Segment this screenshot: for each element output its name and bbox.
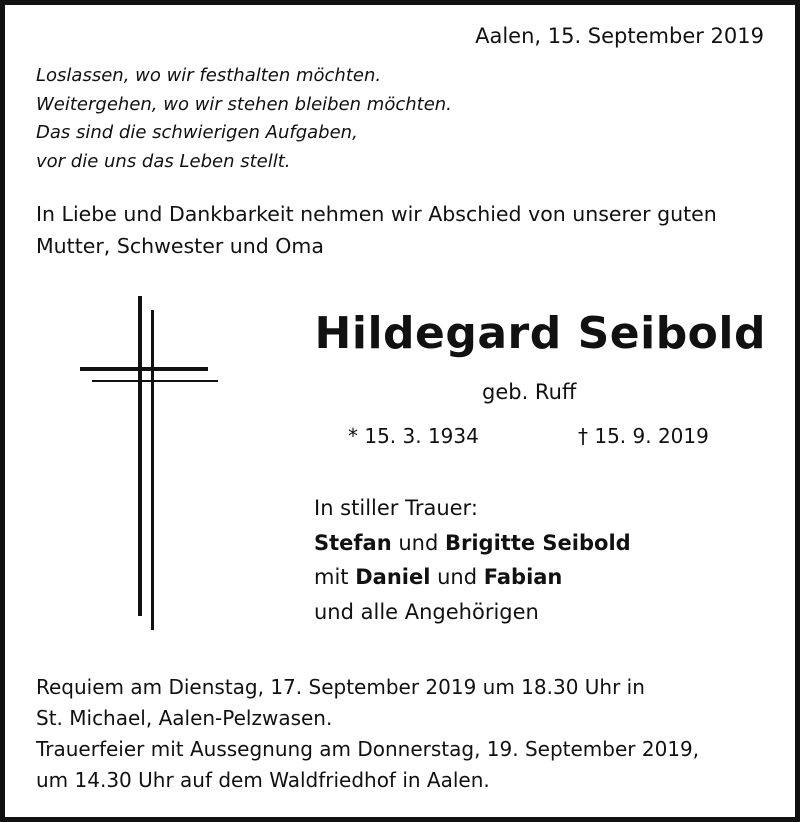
maiden-name: geb. Ruff <box>482 380 577 404</box>
poem-line: Das sind die schwierigen Aufgaben, <box>36 122 358 143</box>
farewell-text <box>36 198 717 262</box>
mourners-heading: In stiller Trauer: <box>314 496 478 520</box>
service-line: um 14.30 Uhr auf dem Waldfriedhof in Aalen. <box>36 768 490 792</box>
mourners-line: und alle Angehörigen <box>314 599 539 624</box>
birth-date: * 15. 3. 1934 <box>348 424 479 448</box>
mourner-name: Fabian <box>483 565 563 589</box>
service-line: St. Michael, Aalen-Pelzwasen. <box>36 706 333 730</box>
mourner-name: Brigitte Seibold <box>445 530 631 555</box>
place-date: Aalen, 15. September 2019 <box>475 24 764 48</box>
deceased-name: Hildegard Seibold <box>314 308 766 359</box>
poem <box>36 62 452 176</box>
service-info <box>36 672 699 796</box>
mourner-name: Daniel <box>355 565 431 589</box>
poem-line: Loslassen, wo wir festhalten möchten. <box>36 65 382 86</box>
conjunction: und <box>398 530 439 555</box>
mourners <box>314 491 631 629</box>
death-date: † 15. 9. 2019 <box>578 424 709 448</box>
mourner-name: Stefan <box>314 530 392 555</box>
poem-line: vor die uns das Leben stellt. <box>36 150 291 172</box>
service-line: Requiem am Dienstag, 17. September 2019 um 18.30 Uhr in <box>36 675 645 699</box>
poem-line: Weitergehen, wo wir stehen bleiben möchten. <box>36 93 452 115</box>
farewell-line: In Liebe und Dankbarkeit nehmen wir Abschied von unserer guten <box>36 202 717 226</box>
mourners-line <box>314 526 631 561</box>
farewell-line: Mutter, Schwester und Oma <box>36 234 324 258</box>
conjunction: mit <box>314 565 349 589</box>
cross-icon <box>78 296 223 631</box>
mourners-line <box>314 560 631 595</box>
conjunction: und <box>437 565 478 589</box>
service-line: Trauerfeier mit Aussegnung am Donnerstag, 19. September 2019, <box>36 737 700 761</box>
